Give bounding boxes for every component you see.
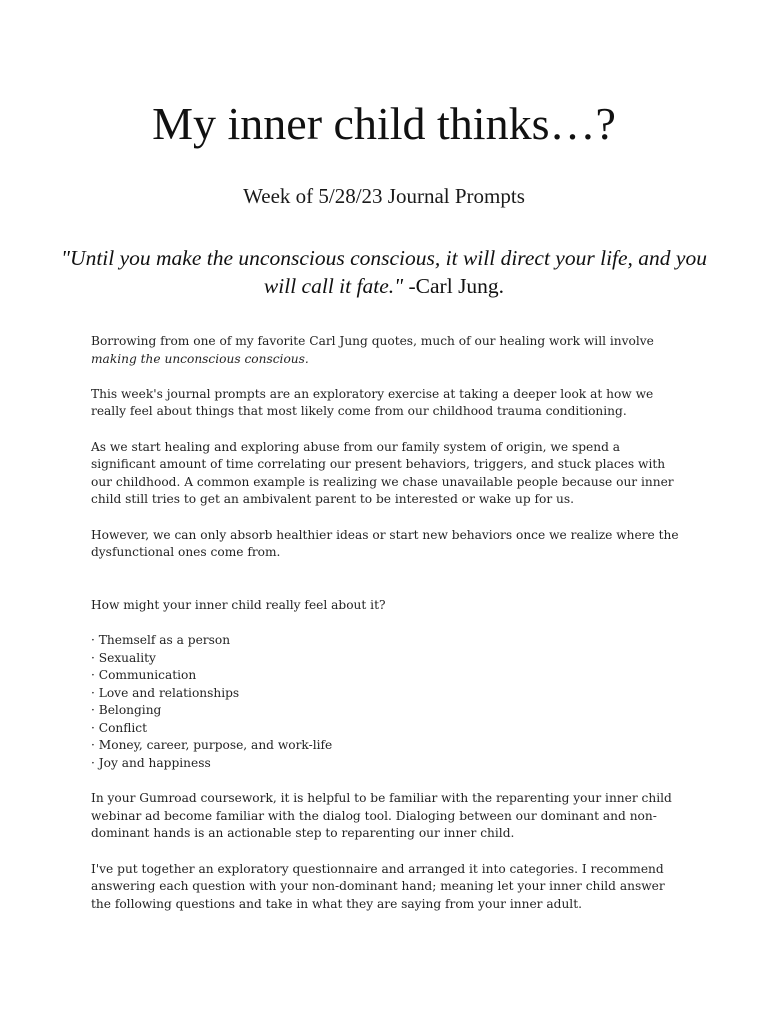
quote-text: "Until you make the unconscious conscious, it will direct your life, and you will call it fate." <box>61 246 707 298</box>
topic-item: · Joy and happiness <box>91 756 211 771</box>
topic-list <box>91 632 681 773</box>
paragraph-coursework: In your Gumroad coursework, it is helpful to be familiar with the reparenting your inner child webinar ad become familiar with the dialog tool. Dialoging between our dominant and non-dominant hands is an actionable step to reparenting our inner child. <box>91 791 672 841</box>
quote-attribution: -Carl Jung. <box>403 274 505 298</box>
topic-item: · Money, career, purpose, and work-life <box>91 738 333 753</box>
paragraph-purpose: This week's journal prompts are an exploratory exercise at taking a deeper look at how we really feel about things that most likely come from our childhood trauma conditioning. <box>91 386 654 419</box>
paragraph-intro-emphasis: making the unconscious conscious. <box>91 351 309 366</box>
topic-item: · Sexuality <box>91 650 156 665</box>
page-title: My inner child thinks…? <box>152 98 616 149</box>
paragraph-intro-text: Borrowing from one of my favorite Carl Jung quotes, much of our healing work will involve <box>91 334 654 348</box>
topic-item: · Communication <box>91 668 197 683</box>
paragraph-intro <box>91 333 681 368</box>
topic-item: · Conflict <box>91 720 148 735</box>
topic-item: · Love and relationships <box>91 685 240 700</box>
prompt-question: How might your inner child really feel about it? <box>91 597 386 612</box>
topic-item: · Belonging <box>91 703 162 718</box>
body-text <box>91 333 681 931</box>
jung-quote <box>60 244 708 300</box>
paragraph-behaviors: However, we can only absorb healthier ideas or start new behaviors once we realize where the dysfunctional ones come from. <box>91 527 679 560</box>
page-subtitle: Week of 5/28/23 Journal Prompts <box>243 184 525 208</box>
topic-item: · Themself as a person <box>91 632 231 647</box>
paragraph-healing: As we start healing and exploring abuse from our family system of origin, we spend a significant amount of time correlating our present behaviors, triggers, and stuck places with our childhood. A common example is realizing we chase unavailable people because our inner child still tries to get an ambivalent parent to be interested or wake up for us. <box>91 439 674 507</box>
paragraph-questionnaire: I've put together an exploratory questionnaire and arranged it into categories. I recommend answering each question with your non-dominant hand; meaning let your inner child answer the following questions and take in what they are saying from your inner adult. <box>91 861 665 911</box>
